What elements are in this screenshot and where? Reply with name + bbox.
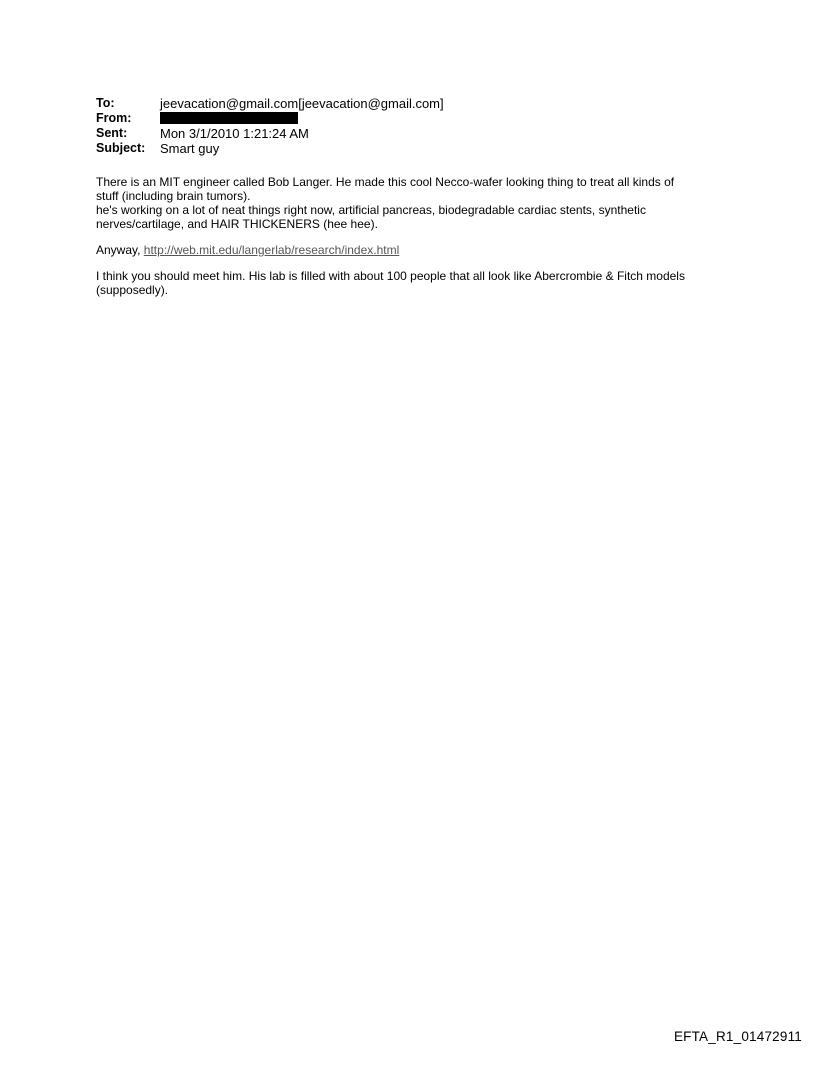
sent-row xyxy=(96,126,736,141)
langer-lab-link[interactable]: http://web.mit.edu/langerlab/research/index.html xyxy=(143,243,400,257)
sent-value: Mon 3/1/2010 1:21:24 AM xyxy=(160,126,309,141)
body-line: he's working on a lot of neat things right now, artificial pancreas, biodegradable cardiac stents, synthetic xyxy=(96,203,646,217)
email-body xyxy=(96,175,736,297)
body-line: (supposedly). xyxy=(96,283,169,297)
email-headers xyxy=(96,96,736,156)
anyway-prefix: Anyway, xyxy=(96,243,144,257)
sent-label: Sent: xyxy=(96,126,128,140)
body-line: nerves/cartilage, and HAIR THICKENERS (hee hee). xyxy=(96,217,378,231)
subject-label: Subject: xyxy=(96,141,146,155)
body-line: stuff (including brain tumors). xyxy=(96,189,251,203)
subject-value: Smart guy xyxy=(160,141,220,156)
document-id-footer: EFTA_R1_01472911 xyxy=(673,1029,802,1044)
body-line: I think you should meet him. His lab is filled with about 100 people that all look like Abercrombie & Fitch models xyxy=(96,269,685,283)
to-value: jeevacation@gmail.com[jeevacation@gmail.com] xyxy=(160,96,444,111)
body-line: There is an MIT engineer called Bob Langer. He made this cool Necco-wafer looking thing to treat all kinds of xyxy=(96,175,675,189)
to-row xyxy=(96,96,736,111)
from-row xyxy=(96,111,736,126)
from-redaction-bar xyxy=(160,112,298,124)
to-label: To: xyxy=(96,96,115,110)
subject-row xyxy=(96,141,736,156)
from-label: From: xyxy=(96,111,132,125)
anyway-line xyxy=(96,243,736,257)
